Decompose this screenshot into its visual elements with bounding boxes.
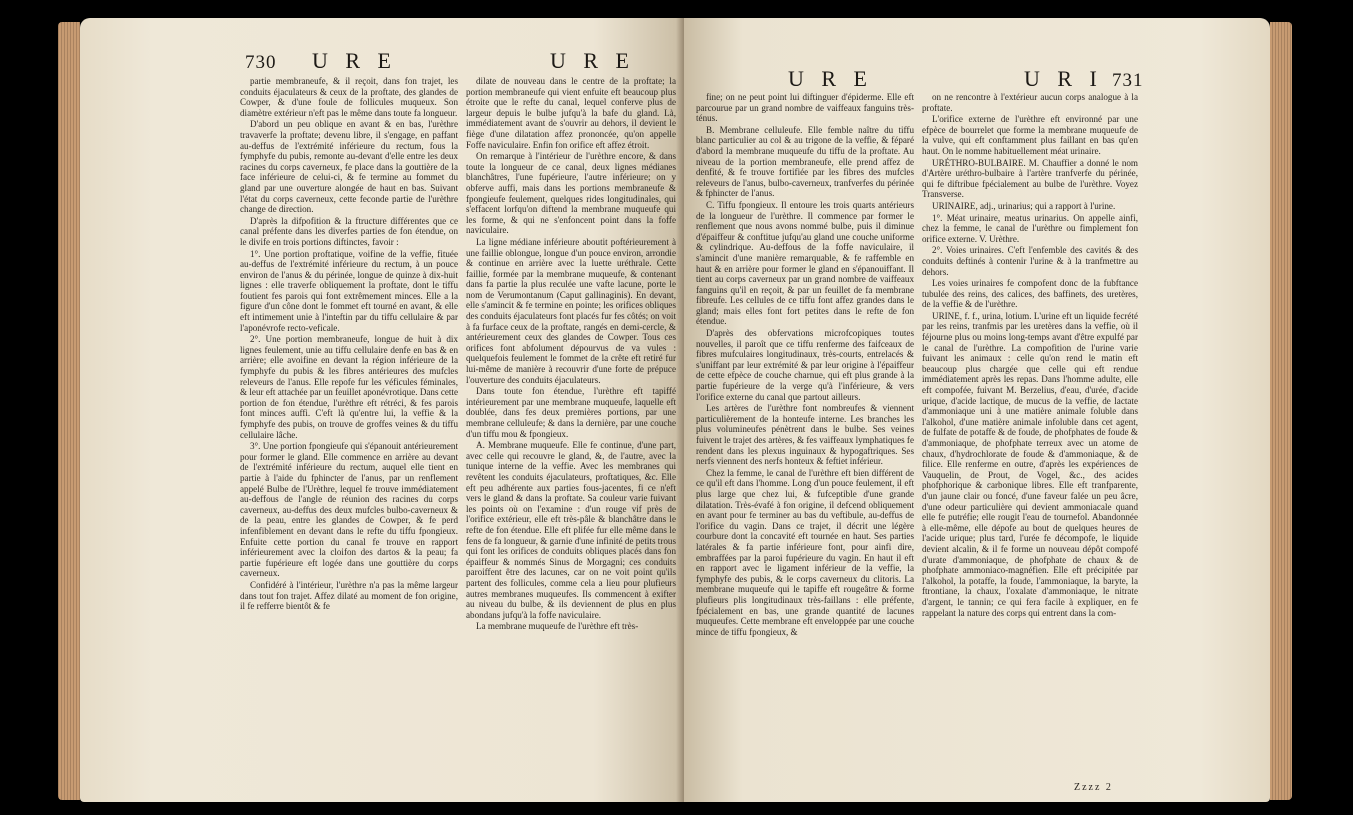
paragraph: 3°. Une portion fpongieufe qui s'épanouit antérieurement pour former le gland. Elle commence en arrière au devant de l'extrémité inférieure du rectum, auquel elle tient en partie à l'aide du fphincter de l'anus, par un renflement appelé Bulbe de l'Urèthre, lequel fe trouve immédiatement au-deffous de l'angle de réunion des racines du corps caverneux, au-deffus des deux mufcles bulbo-caverneux & de la peau, entre les glandes de Cowper, & fe perd infenfiblement en devant dans le refte du tiffu fpongieux. Enfuite cette portion du canal fe trouve en rapport inférieurement avec la cloifon des dartos & la peau; fa partie fupérieure eft logée dans une gouttière du corps caverneux. (240, 441, 458, 579)
paragraph: Confidéré à l'intérieur, l'urèthre n'a pas la même largeur dans tout fon trajet. Affez dilaté au moment de fon origine, il fe refferre bientôt & fe (240, 579, 458, 612)
paragraph: D'après des obfervations microfcopiques toutes nouvelles, il paroît que ce tiffu renferme des faifceaux de fibres mufculaires longitudinaux, très-courts, entrelacés & s'uniffant par leur extrémité & par leur origine à l'épaiffeur de cette efpèce de couche charnue, qui eft plus grande à la partie fupérieure de la verge qu'à l'inférieure, & vers l'orifice externe du canal que partout ailleurs. (696, 328, 914, 402)
paragraph: B. Membrane celluleufe. Elle femble naître du tiffu blanc particulier au col & au trigone de la veffie, & féparé d'abord la membrane muqueufe du tiffu de la proftate. Au niveau de la portion membraneufe, elle prend affez de denfité, & fe trouve fortifiée par les fibres des mufcles releveurs de l'anus, bulbo-caverneux, tranfverfes du périnée & fphincter de l'anus. (696, 124, 914, 199)
paragraph: D'abord un peu oblique en avant & en bas, l'urèthre travaverfe la proftate; devenu libre, il s'engage, en paffant au-deffus de l'extrémité inférieure du rectum, fous la fymphyfe du pubis, remonte au-devant d'elle entre les deux racines du corps caverneux, fe place dans la gouttière de la face inférieure de celui-ci, & fe termine au fommet du gland par une ouverture alongée de haut en bas. Suivant l'état du corps caverneux, cette feconde partie de l'urèthre change de direction. (240, 119, 458, 215)
paragraph: On remarque à l'intérieur de l'urèthre encore, & dans toute la longueur de ce canal, deux lignes médianes blanchâtres, l'une fupérieure, l'autre inférieure; on y obferve auffi, mais dans les portions membraneufe & fpongieufe feulement, quelques rides longitudinales, qui s'effacent lorfqu'on diftend la membrane muqueufe qui les forme, & qui ne s'enfoncent point dans la foffe naviculaire. (466, 151, 676, 236)
right-page-column-2 (922, 92, 1138, 782)
paragraph: 1°. Méat urinaire, meatus urinarius. On appelle ainfi, chez la femme, le canal de l'urèthre ou fimplement fon orifice externe. V. Urèthre. (922, 212, 1138, 244)
paragraph: C. Tiffu fpongieux. Il entoure les trois quarts antérieurs de la longueur de l'urèthre. Il commence par former le renflement que nous avons nommé bulbe, puis il diminue d'épaiffeur & conftitue jufqu'au gland une couche uniforme & cylindrique. Au-deffous de la foffe naviculaire, il s'amincit d'une manière remarquable, & fe raffemble en haut & en arrière pour former le gland en s'épanouiffant. Il tient au corps caverneux par un grand nombre de vaiffeaux fanguins qu'il en reçoit, & par un feuillet de fa membrane fibreufe. Les cellules de ce tiffu font affez grandes dans le gland; mais elles font fort petites dans le refte de fon étendue. (696, 199, 914, 327)
paragraph: URINE, f. f., urina, lotium. L'urine eft un liquide fecrété par les reins, tranfmis par les uretères dans la veffie, où il féjourne plus ou moins long-temps avant d'être expulfé par le canal de l'urèthre. La compofition de l'urine varie fuivant les animaux : celle qu'on rend le matin eft beaucoup plus chargée que celle qui eft rendue immédiatement après les repas. Dans l'homme adulte, elle eft compofée, fuivant M. Berzelius, d'eau, d'urée, d'acide urique, d'acide lactique, de mucus de la veffie, de lactate d'ammoniaque uni à une matière animale foluble dans l'alkohol, d'une matière animale infoluble dans cet agent, de fulfate de potaffe & de foude, de phofphates de foude & d'ammoniaque, de phofphate terreux avec un atome de chaux, d'hydrochlorate de foude & d'ammoniaque, & de filice. Elle renferme en outre, d'après les expériences de Vauquelin, de Prout, de Vogel, &c., des acides phofphorique & carbonique libres. Elle eft tranfparente, d'un jaune clair ou foncé, d'une faveur falée un peu âcre, d'une odeur particulière qui devient ammoniacale quand elle fe putréfie; elle rougit l'eau de tournefol. Abandonnée à elle-même, elle dépofe au bout de quelques heures de l'acide urique; plus tard, l'urée fe décompofe, le liquide devient alcalin, & il fe forme un nouveau dépôt compofé d'urate d'ammoniaque, de phofphate de chaux & de phofphate ammoniaco-magnéfien. Elle eft précipitée par l'alkohol, la potaffe, la foude, l'ammoniaque, la baryte, la ftrontiane, la chaux, l'oxalate d'ammoniaque, le nitrate d'argent, le tannin; ce qui fera facile à expliquer, en fe rappelant la nature des corps qui entrent dans la com- (922, 310, 1138, 618)
paragraph: La membrane muqueufe de l'urèthre eft très- (476, 621, 639, 632)
paragraph: A. Membrane muqueufe. Elle fe continue, d'une part, avec celle qui recouvre le gland, &, de l'autre, avec la tunique interne de la veffie. Avec les membranes qui revêtent les conduits éjaculateurs, proftatiques, &c. Elle eft peu adhérente aux parties fous-jacentes, fi ce n'eft vers le gland & dans la proftate. Sa couleur varie fuivant les points où on l'examine : d'un rouge vif près de l'orifice extérieur, elle eft très-pâle & blanchâtre dans le refte de fon étendue. Elle eft plifée fur elle même dans le fens de fa longueur, & garnie d'une infinité de petits trous qui font les orifices de conduits obliques placés dans fon épaiffeur & nommés Sinus de Morgagni; ces conduits paroiffent être des lacunes, car on ne voit point qu'ils partent des follicules, comme cela a lieu pour plufieurs autres membranes muqueufes. Ils commencent à exifter au niveau du bulbe, & ils deviennent de plus en plus abondans jufqu'à la foffe naviculaire. (466, 440, 676, 620)
paragraph: 2°. Voies urinaires. C'eft l'enfemble des cavités & des conduits deftinés à contenir l'urine & à la tranfmettre au dehors. (922, 245, 1138, 277)
paragraph: Dans toute fon étendue, l'urèthre eft tapiffé intérieurement par une membrane muqueufe, laquelle eft doublée, dans fes deux premières portions, par une membrane celluleufe; & dans la dernière, par une couche d'un tiffu mou & fpongieux. (466, 386, 676, 439)
running-head-right-2: U R I (1024, 66, 1103, 91)
paragraph: partie membraneufe, & il reçoit, dans fon trajet, les conduits éjaculateurs & ceux de la proftate, des glandes de Cowper, & d'une foule de follicules muqueux. Son diamètre extérieur n'eft pas le même dans toute fa longueur. (240, 76, 458, 118)
left-page-column-2 (466, 76, 676, 796)
paragraph: D'après la difpofition & la ftructure différentes que ce canal préfente dans les diverfes parties de fon étendue, on le divife en trois portions diftinctes, favoir : (240, 215, 458, 247)
paragraph: Les artères de l'urèthre font nombreufes & viennent particulièrement de la honteufe interne. Les branches les plus volumineufes pénètrent dans le bulbe. Ses veines fuivent le trajet des artères, & fes vaiffeaux lymphatiques fe rendent dans les plexus inguinaux & hypogaftriques. Ses nerfs viennent des nerfs honteux & feftiet inférieur. (696, 403, 914, 467)
page-number-left: 730 (245, 52, 277, 73)
paragraph: Chez la femme, le canal de l'urèthre eft bien différent de ce qu'il eft dans l'homme. Long d'un pouce feulement, il eft plus large que chez lui, & fufceptible d'une grande dilatation. Très-évafé à fon origine, il defcend obliquement en avant pour fe terminer au bas du veftibule, au-deffus de l'orifice du vagin. Dans ce trajet, il décrit une légère courbure dont la concavité eft tournée en haut. Ses parties latérales & fa partie inférieure font, pour ainfi dire, embraffées par la paroi fupérieure du vagin. En haut il eft en rapport avec le ligament inférieur de la veffie, la fymphyfe des pubis, & le corps caverneux du clitoris. La membrane muqueufe qui le tapiffe eft rougeâtre & forme plufieurs plis longitudinaux très-faillans : elle préfente, fpécialement en bas, une grande quantité de lacunes muqueufes. Cette membrane eft enveloppée par une couche mince de tiffu fpongieux, & (696, 467, 914, 637)
signature-mark: Zzzz 2 (1074, 782, 1113, 793)
left-page-column-1 (240, 76, 458, 796)
paragraph: URINAIRE, adj., urinarius; qui a rapport à l'urine. (932, 200, 1116, 211)
running-head-left-2: U R E (550, 48, 635, 73)
right-page (684, 18, 1270, 802)
paragraph: fine; on ne peut point lui diftinguer d'épiderme. Elle eft parcourue par un grand nombre de vaiffeaux fanguins très-ténus. (696, 92, 914, 124)
paragraph: on ne rencontre à l'extérieur aucun corps analogue à la proftate. (922, 92, 1138, 113)
paragraph: 1°. Une portion proftatique, voifine de la veffie, fituée au-deffus de l'extrémité inférieure du rectum, à un pouce environ de l'anus & du périnée, longue de quinze à dix-huit lignes : elle traverfe obliquement la proftate, dont le tiffu foutient fes parois qui font extrêmement minces. Elle a la figure d'un cône dont le fommet eft tourné en avant, & elle eft intimement unie à l'inteftin par du tiffu cellulaire & par l'aponévrofe recto-veficale. (240, 248, 458, 333)
paragraph: L'orifice externe de l'urèthre eft environné par une efpèce de bourrelet que forme la membrane muqueufe de la vulve, qui eft conftamment plus faillant en bas qu'en haut. On le nomme habituellement méat urinaire. (922, 114, 1138, 156)
left-page (80, 18, 684, 802)
paragraph: Les voies urinaires fe compofent donc de la fubftance tubulée des reins, des calices, des baffinets, des uretères, de la veffie & de l'urèthre. (922, 278, 1138, 310)
paragraph: 2°. Une portion membraneufe, longue de huit à dix lignes feulement, unie au tiffu cellulaire denfe en bas & en arrière; elle avoifine en devant la région inférieure de la fymphyfe du pubis & les fibres antérieures des mufcles releveurs de l'anus. Elle repofe fur les véficules féminales, & leur eft attachée par un feuillet aponévrotique. Dans cette portion de fon étendue, l'urèthre eft rétréci, & fes parois font minces auffi. C'eft là qu'entre lui, la veffie & la fymphyfe des pubis, on trouve de groffes veines & du tiffu cellulaire lâche. (240, 334, 458, 440)
left-page-edges (58, 22, 80, 800)
right-page-column-1 (696, 92, 914, 782)
paragraph: La ligne médiane inférieure aboutit poftérieurement à une faillie oblongue, longue d'un pouce environ, arrondie & continue en arrière avec la luette uréthrale. Cette faillie, formée par la membrane muqueufe, & contenant dans fa partie la plus reculée une vafte lacune, porte le nom de Verumontanum (Caput gallinaginis). En devant, elle s'amincit & fe termine en pointe; les orifices obliques des conduits éjaculateurs font placés fur fes côtés; on voit à fa furface ceux de la proftate, rangés en demi-cercle, & antérieurement ceux des glandes de Cowper. Tous ces orifices font abfolument dépourvus de va vules : quelquefois feulement le fommet de la crête eft retiré fur lui-même de manière à recouvrir d'une forte de prépuce l'ouverture des conduits éjaculateurs. (466, 236, 676, 385)
running-head-left-1: U R E (312, 48, 397, 73)
page-number-right: 731 (1112, 70, 1144, 91)
paragraph: URÉTHRO-BULBAIRE. M. Chauffier a donné le nom d'Artère uréthro-bulbaire à l'artère tranfverfe du périnée, qui fe diftribue fpécialement au bulbe de l'urèthre. Voyez Transverse. (922, 157, 1138, 200)
paragraph: dilate de nouveau dans le centre de la proftate; la portion membraneufe qui vient enfuite eft beaucoup plus étroite que le refte du canal, lequel conferve plus de largeur depuis le bulbe jufqu'à la bafe du gland. Là, immédiatement avant de s'ouvrir au dehors, il devient le fiège d'une dilatation affez prononcée, qu'on appelle Foffe naviculaire. Enfin fon orifice eft affez étroit. (466, 76, 676, 150)
running-head-right-1: U R E (788, 66, 873, 91)
right-page-edges (1270, 22, 1292, 800)
